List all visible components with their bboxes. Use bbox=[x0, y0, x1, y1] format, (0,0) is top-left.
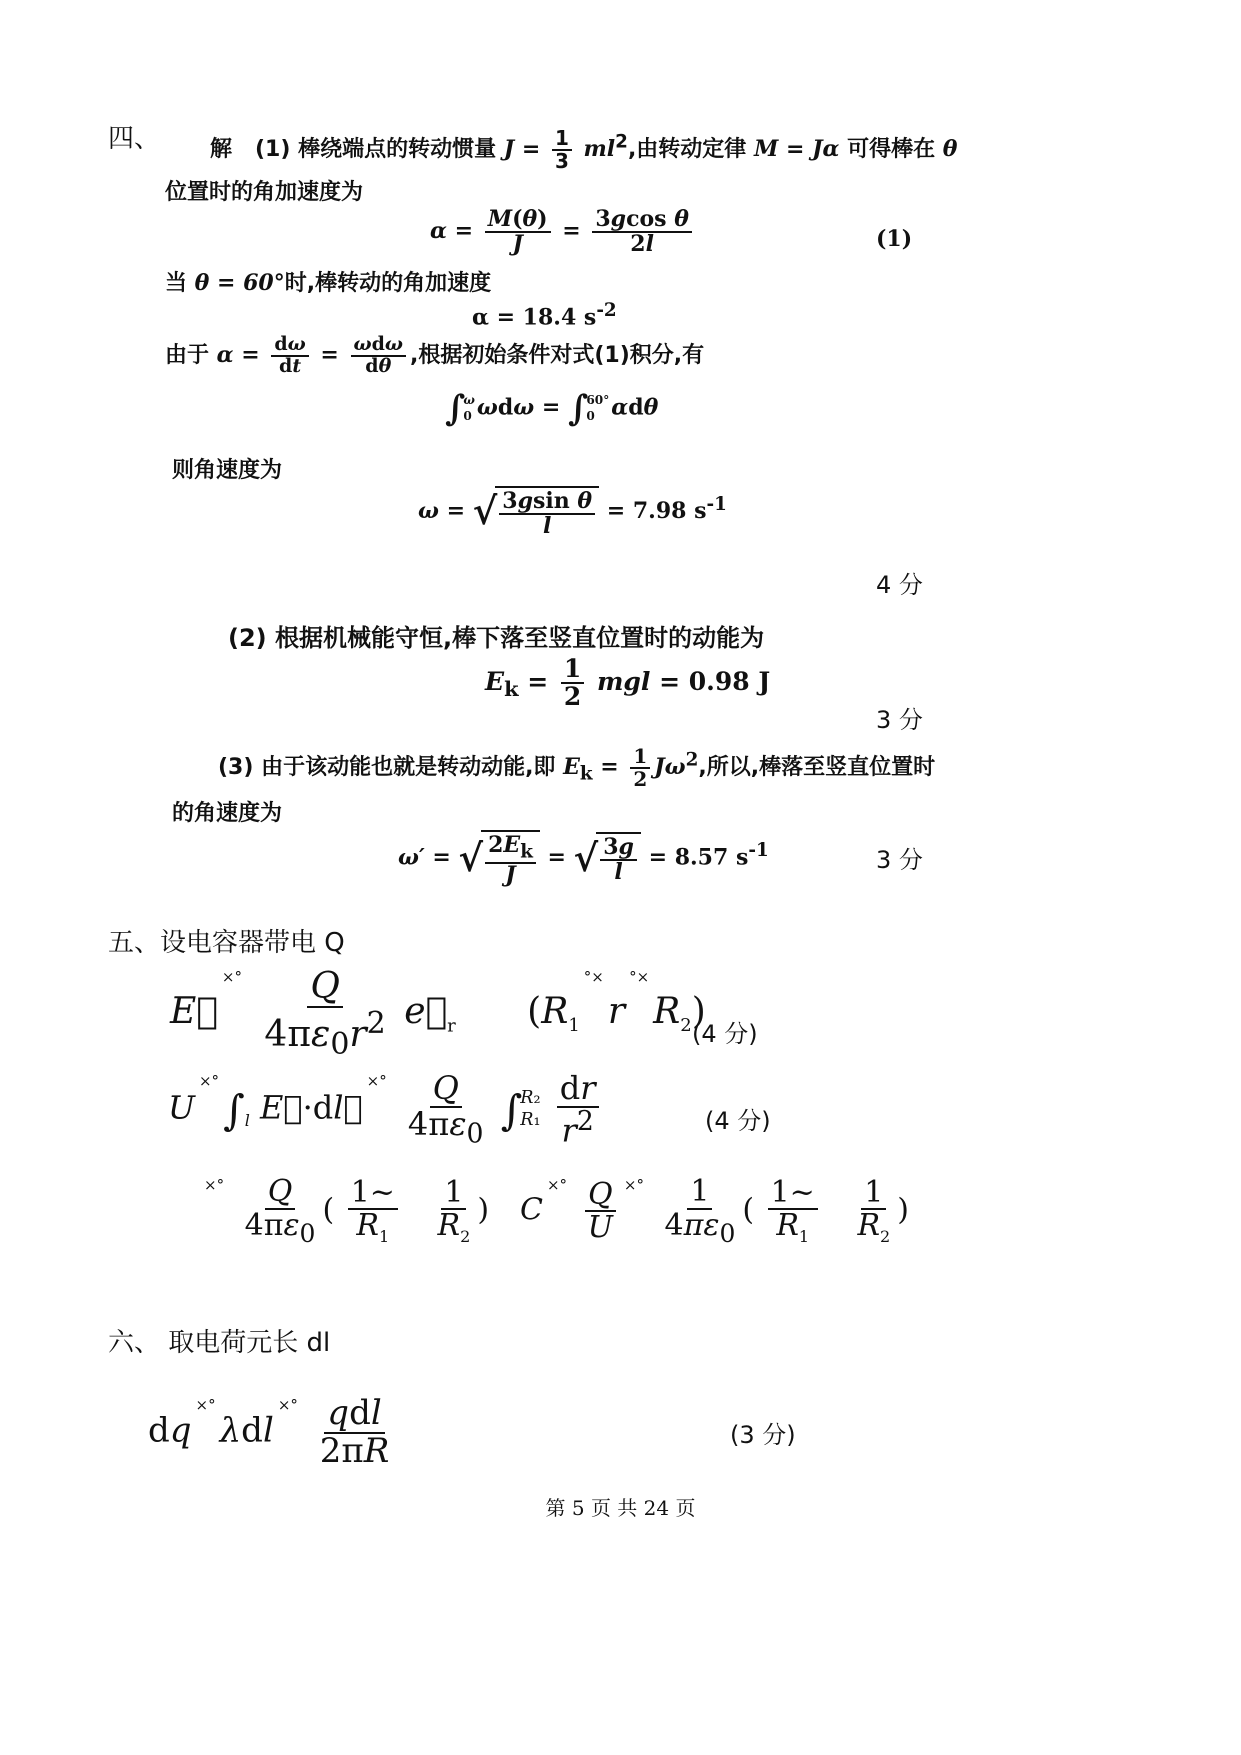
equation-tag-1: (1) bbox=[876, 226, 913, 252]
equation-e-field: E⃗×° $\frac{Q}{4\pi\varepsilon_0r^2}$ $e⃗_r$ $(R_1^{^\circ\times}r^{^\circ\times}R_2)$ bbox=[170, 966, 706, 1062]
equation-omega-prime: ω′ = √ $\frac{2E_k}{J}$ = √ $\frac{3g}{l}$ = 8.57 $s^{-1}$ bbox=[398, 832, 769, 888]
section-4-number: 四、 bbox=[108, 124, 161, 154]
equation-alpha: α = $\frac{M(\theta)}{J}$ = $\frac{\text{3gcos θ}}{2l}$ bbox=[430, 208, 696, 256]
points-e-field: (4 分) bbox=[692, 1020, 758, 1048]
points-dq: (3 分) bbox=[730, 1421, 796, 1449]
page-footer: 第 5 页 共 24 页 bbox=[545, 1496, 696, 1520]
equation-integral: ∫ ω 0 ωdω = ∫ 60° 0 αdθ bbox=[445, 388, 659, 429]
equation-potential-result: ×° $\frac{Q}{4\pi\varepsilon_0}$ ( $\frac{1\sim}{R_1}$ $\frac{1}{R_2}$ ) bbox=[204, 1174, 490, 1248]
equation-alpha-value: α = 18.4 $s^{-2}$ bbox=[472, 300, 617, 331]
section-4-line-3: 当 θ = 60°时,棒转动的角加速度 bbox=[165, 270, 492, 296]
equation-capacitance: C×° $\frac{Q}{U}$ ×° $\frac{1}{4\pi\varepsilon_0}$ ( $\frac{1\sim}{R_1}$ $\frac{1}{R_2}$ ) bbox=[520, 1174, 909, 1248]
section-4-line-1: 解 (1) 棒绕端点的转动惯量 J = $\frac{1}{3}$ $ml^2$,由转动定律 M = Jα 可得棒在 θ bbox=[210, 126, 958, 173]
section-4-line-4: 由于 α = $\frac{d\omega}{dt}$ = $\frac{\text{ωdω}}{d\theta}$ ,根据初始条件对式(1)积分,有 bbox=[165, 333, 705, 377]
points-3a: 3 分 bbox=[876, 706, 923, 734]
points-3b: 3 分 bbox=[876, 846, 923, 874]
section-4-part-3-cont: 的角速度为 bbox=[172, 801, 283, 826]
equation-potential: $U^{\times^\circ}\int_l$ E⃗·dl⃗×° $\frac{Q}{4\pi\varepsilon_0}$ ∫ R₂ R₁ $\frac{dr}{r^2}$ bbox=[168, 1072, 603, 1148]
equation-omega: ω = √ $\frac{\text{3gsin θ}}{l}$ = 7.98 $s^{-1}$ bbox=[418, 488, 727, 540]
section-5-title: 五、设电容器带电 Q bbox=[108, 928, 345, 958]
section-4-part-2: (2) 根据机械能守恒,棒下落至竖直位置时的动能为 bbox=[228, 624, 765, 652]
equation-dq: dq×°λdl×° $\frac{\text{qdl}}{2\pi R}$ bbox=[148, 1393, 390, 1471]
section-4-part-3: (3) 由于该动能也就是转动动能,即 $E_k$ = $\frac{1}{2}$ $J\omega^2$,所以,棒落至竖直位置时 bbox=[218, 744, 936, 791]
section-4-line-2: 位置时的角加速度为 bbox=[165, 180, 364, 205]
points-4: 4 分 bbox=[876, 571, 923, 599]
section-6-title: 六、 取电荷元长 dl bbox=[108, 1328, 331, 1358]
section-4-line-5: 则角速度为 bbox=[172, 458, 283, 483]
points-potential: (4 分) bbox=[705, 1107, 771, 1135]
equation-ek: $E_k$ = $\frac{1}{2}$ mgl = 0.98 J bbox=[485, 654, 771, 712]
